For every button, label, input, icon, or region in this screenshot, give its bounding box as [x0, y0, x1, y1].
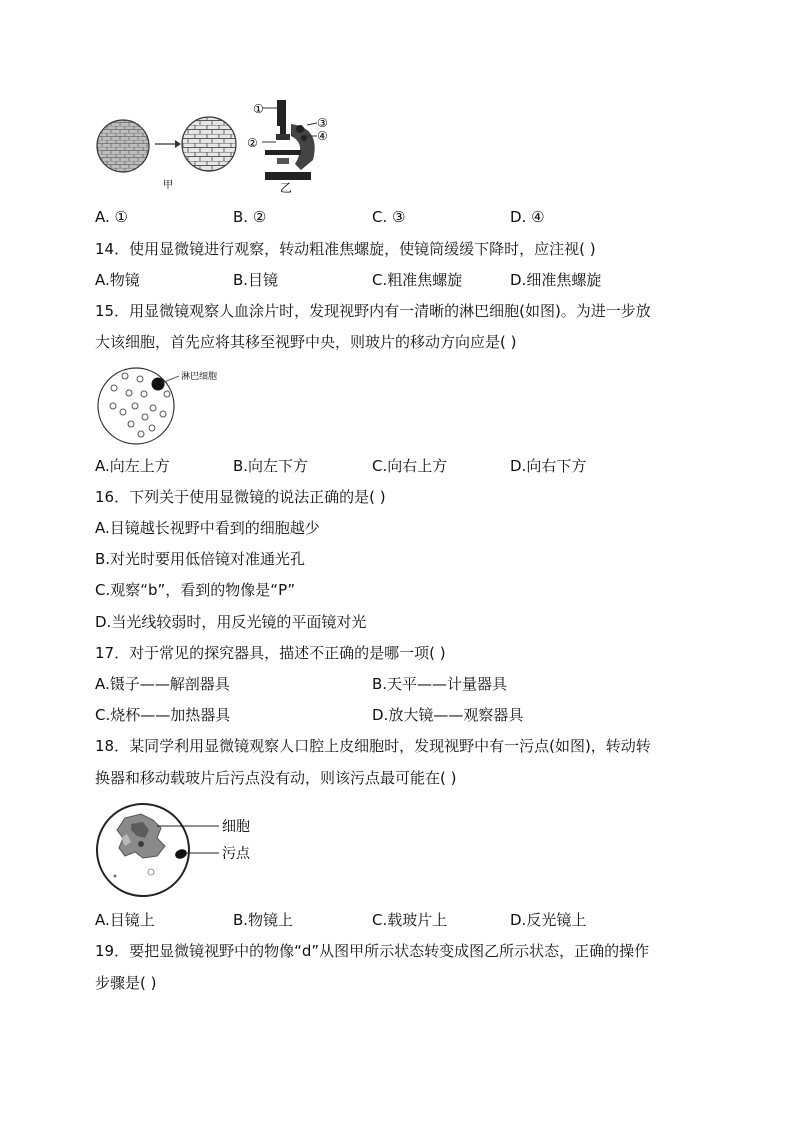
- q18-option-b: B.物镜上: [233, 911, 294, 929]
- q15-option-d: D.向右下方: [510, 457, 587, 475]
- q18-stem-line2: 换器和移动载玻片后污点没有动，则该污点最可能在( ): [95, 769, 457, 787]
- q18-option-c: C.载玻片上: [372, 911, 448, 929]
- q15-stem-line2: 大该细胞，首先应将其移至视野中央，则玻片的移动方向应是( ): [95, 333, 517, 351]
- q15-option-a: A.向左上方: [95, 457, 170, 475]
- q15-figure: [95, 362, 245, 446]
- q13-option-a: A. ①: [95, 208, 128, 226]
- lymphocyte: [152, 378, 165, 391]
- q14-option-b: B.目镜: [233, 271, 279, 289]
- q15-fig-label: 淋巴细胞: [181, 372, 218, 382]
- field-of-view-a: [97, 120, 149, 172]
- q15-option-b: B.向左下方: [233, 457, 309, 475]
- q14-option-a: A.物镜: [95, 271, 140, 289]
- q15-option-c: C.向右上方: [372, 457, 448, 475]
- fig-label-yi: 乙: [280, 181, 293, 194]
- marker-2: ②: [247, 136, 258, 150]
- q16-stem: 16．下列关于使用显微镜的说法正确的是( ): [95, 488, 386, 506]
- q16-option-c: C.观察“b”，看到的物像是“P”: [95, 581, 296, 599]
- q17-option-c: C.烧杯——加热器具: [95, 706, 231, 724]
- q16-option-b: B.对光时要用低倍镜对准通光孔: [95, 550, 306, 568]
- q17-option-d: D.放大镜——观察器具: [372, 706, 524, 724]
- q18-label-cell: 细胞: [222, 819, 250, 835]
- fig-label-jia: 甲: [163, 180, 173, 191]
- q18-stem-line1: 18．某同学利用显微镜观察人口腔上皮细胞时，发现视野中有一污点(如图)，转动转: [95, 737, 651, 755]
- microscope-illustration: [262, 100, 317, 180]
- field-of-view-b: [182, 117, 236, 171]
- q19-stem-line1: 19．要把显微镜视野中的物像“d”从图甲所示状态转变成图乙所示状态，正确的操作: [95, 942, 650, 960]
- q14-option-d: D.细准焦螺旋: [510, 271, 602, 289]
- q16-option-a: A.目镜越长视野中看到的细胞越少: [95, 519, 320, 537]
- q14-stem: 14．使用显微镜进行观察，转动粗准焦螺旋，使镜筒缓缓下降时，应注视( ): [95, 240, 596, 258]
- q16-option-d: D.当光线较弱时，用反光镜的平面镜对光: [95, 613, 367, 631]
- q13-option-d: D. ④: [510, 208, 545, 226]
- q17-option-a: A.镊子——解剖器具: [95, 675, 230, 693]
- q13-option-b: B. ②: [233, 208, 267, 226]
- q13-option-c: C. ③: [372, 208, 406, 226]
- q17-stem: 17．对于常见的探究器具，描述不正确的是哪一项( ): [95, 644, 446, 662]
- marker-1: ①: [253, 102, 264, 116]
- marker-4: ④: [317, 129, 328, 143]
- q19-stem-line2: 步骤是( ): [95, 974, 157, 992]
- q15-field-of-view: [98, 368, 174, 444]
- q17-option-b: B.天平——计量器具: [372, 675, 508, 693]
- q13-figure: [95, 98, 345, 194]
- marker-3: ③: [317, 116, 328, 130]
- q18-figure: [95, 800, 275, 900]
- q18-option-a: A.目镜上: [95, 911, 155, 929]
- q15-stem-line1: 15．用显微镜观察人血涂片时，发现视野内有一清晰的淋巴细胞(如图)。为进一步放: [95, 302, 651, 320]
- q18-label-spot: 污点: [222, 846, 250, 862]
- q14-option-c: C.粗准焦螺旋: [372, 271, 463, 289]
- q18-option-d: D.反光镜上: [510, 911, 587, 929]
